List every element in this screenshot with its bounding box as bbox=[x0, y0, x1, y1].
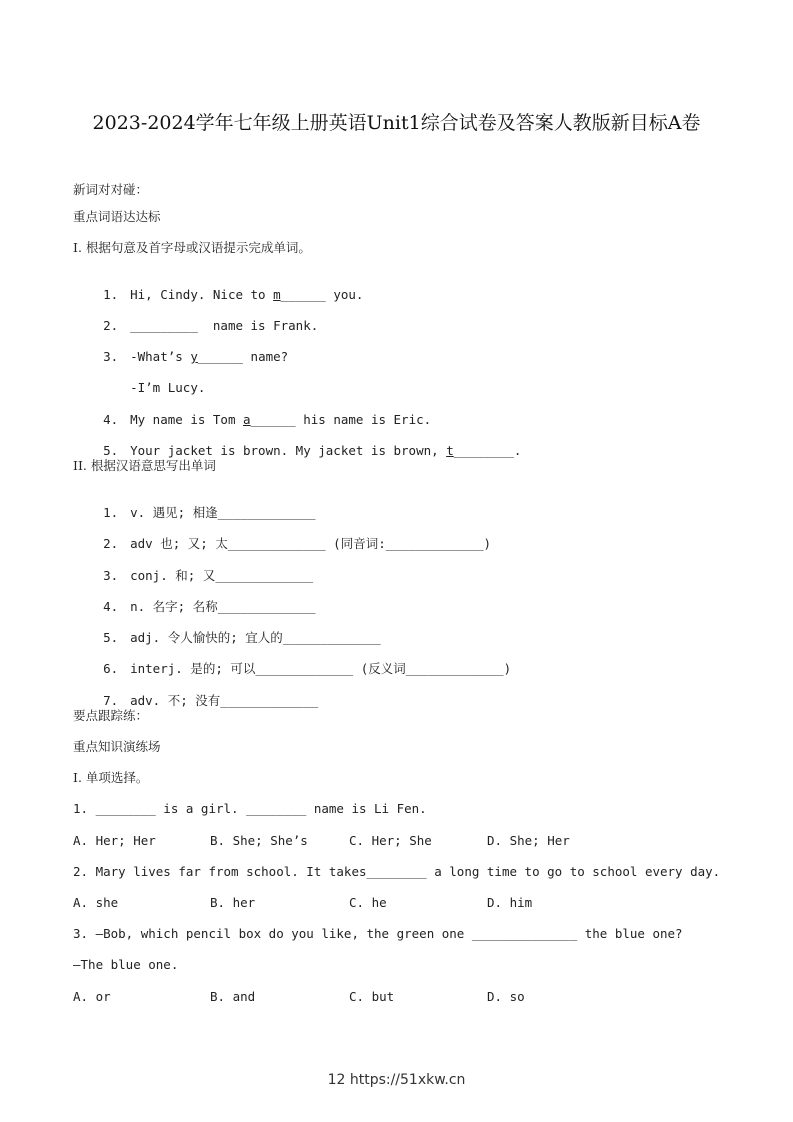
part1-item: 4. My name is Tom a______ his name is Eric. bbox=[103, 412, 432, 427]
question-stem: 3. —Bob, which pencil box do you like, the green one ______________ the blue one? bbox=[73, 926, 683, 941]
section-new-words: 新词对对碰： bbox=[73, 182, 149, 197]
part2-item: 7. adv. 不; 没有_____________ bbox=[103, 693, 319, 708]
part2-item: 2. adv 也; 又; 太_____________ (同音词:_____________) bbox=[103, 536, 492, 551]
option-a: A. Her; Her bbox=[73, 833, 156, 848]
part2-item: 5. adj. 令人愉快的; 宜人的_____________ bbox=[103, 630, 381, 645]
option-c: C. but bbox=[349, 989, 395, 1004]
part3-heading: I. 单项选择。 bbox=[73, 770, 149, 785]
option-a: A. or bbox=[73, 989, 111, 1004]
page-footer: 12 https://51xkw.cn bbox=[327, 1072, 466, 1088]
question-stem-answer: —The blue one. bbox=[73, 957, 179, 972]
section-follow: 要点跟踪练： bbox=[73, 708, 149, 723]
option-a: A. she bbox=[73, 895, 119, 910]
part2-item: 3. conj. 和; 又_____________ bbox=[103, 568, 314, 583]
part2-heading: II. 根据汉语意思写出单词 bbox=[73, 458, 216, 473]
option-b: B. her bbox=[210, 895, 256, 910]
option-d: D. so bbox=[487, 989, 525, 1004]
part1-item: 3. -What’s y______ name? bbox=[103, 349, 289, 364]
part1-item: 1. Hi, Cindy. Nice to m______ you. bbox=[103, 287, 364, 302]
question-stem: 1. ________ is a girl. ________ name is Li Fen. bbox=[73, 801, 427, 816]
part2-item: 6. interj. 是的; 可以_____________ (反义词_____________) bbox=[103, 661, 512, 676]
part1-item: 2. _________ name is Frank. bbox=[103, 318, 319, 333]
section-practice: 重点知识演练场 bbox=[73, 739, 161, 754]
part1-item: -I’m Lucy. bbox=[130, 380, 206, 395]
part2-item: 4. n. 名字; 名称_____________ bbox=[103, 599, 316, 614]
section-key-words: 重点词语达达标 bbox=[73, 209, 161, 224]
option-b: B. She; She’s bbox=[210, 833, 308, 848]
part2-item: 1. v. 遇见; 相逢_____________ bbox=[103, 505, 316, 520]
document-title: 2023-2024学年七年级上册英语Unit1综合试卷及答案人教版新目标A卷 bbox=[92, 112, 701, 134]
option-c: C. Her; She bbox=[349, 833, 432, 848]
option-b: B. and bbox=[210, 989, 256, 1004]
question-stem: 2. Mary lives far from school. It takes________ a long time to go to school every day. bbox=[73, 864, 721, 879]
option-c: C. he bbox=[349, 895, 387, 910]
part1-heading: I. 根据句意及首字母或汉语提示完成单词。 bbox=[73, 240, 311, 255]
option-d: D. him bbox=[487, 895, 533, 910]
option-d: D. She; Her bbox=[487, 833, 570, 848]
part1-item: 5. Your jacket is brown. My jacket is brown, t________. bbox=[103, 443, 522, 458]
